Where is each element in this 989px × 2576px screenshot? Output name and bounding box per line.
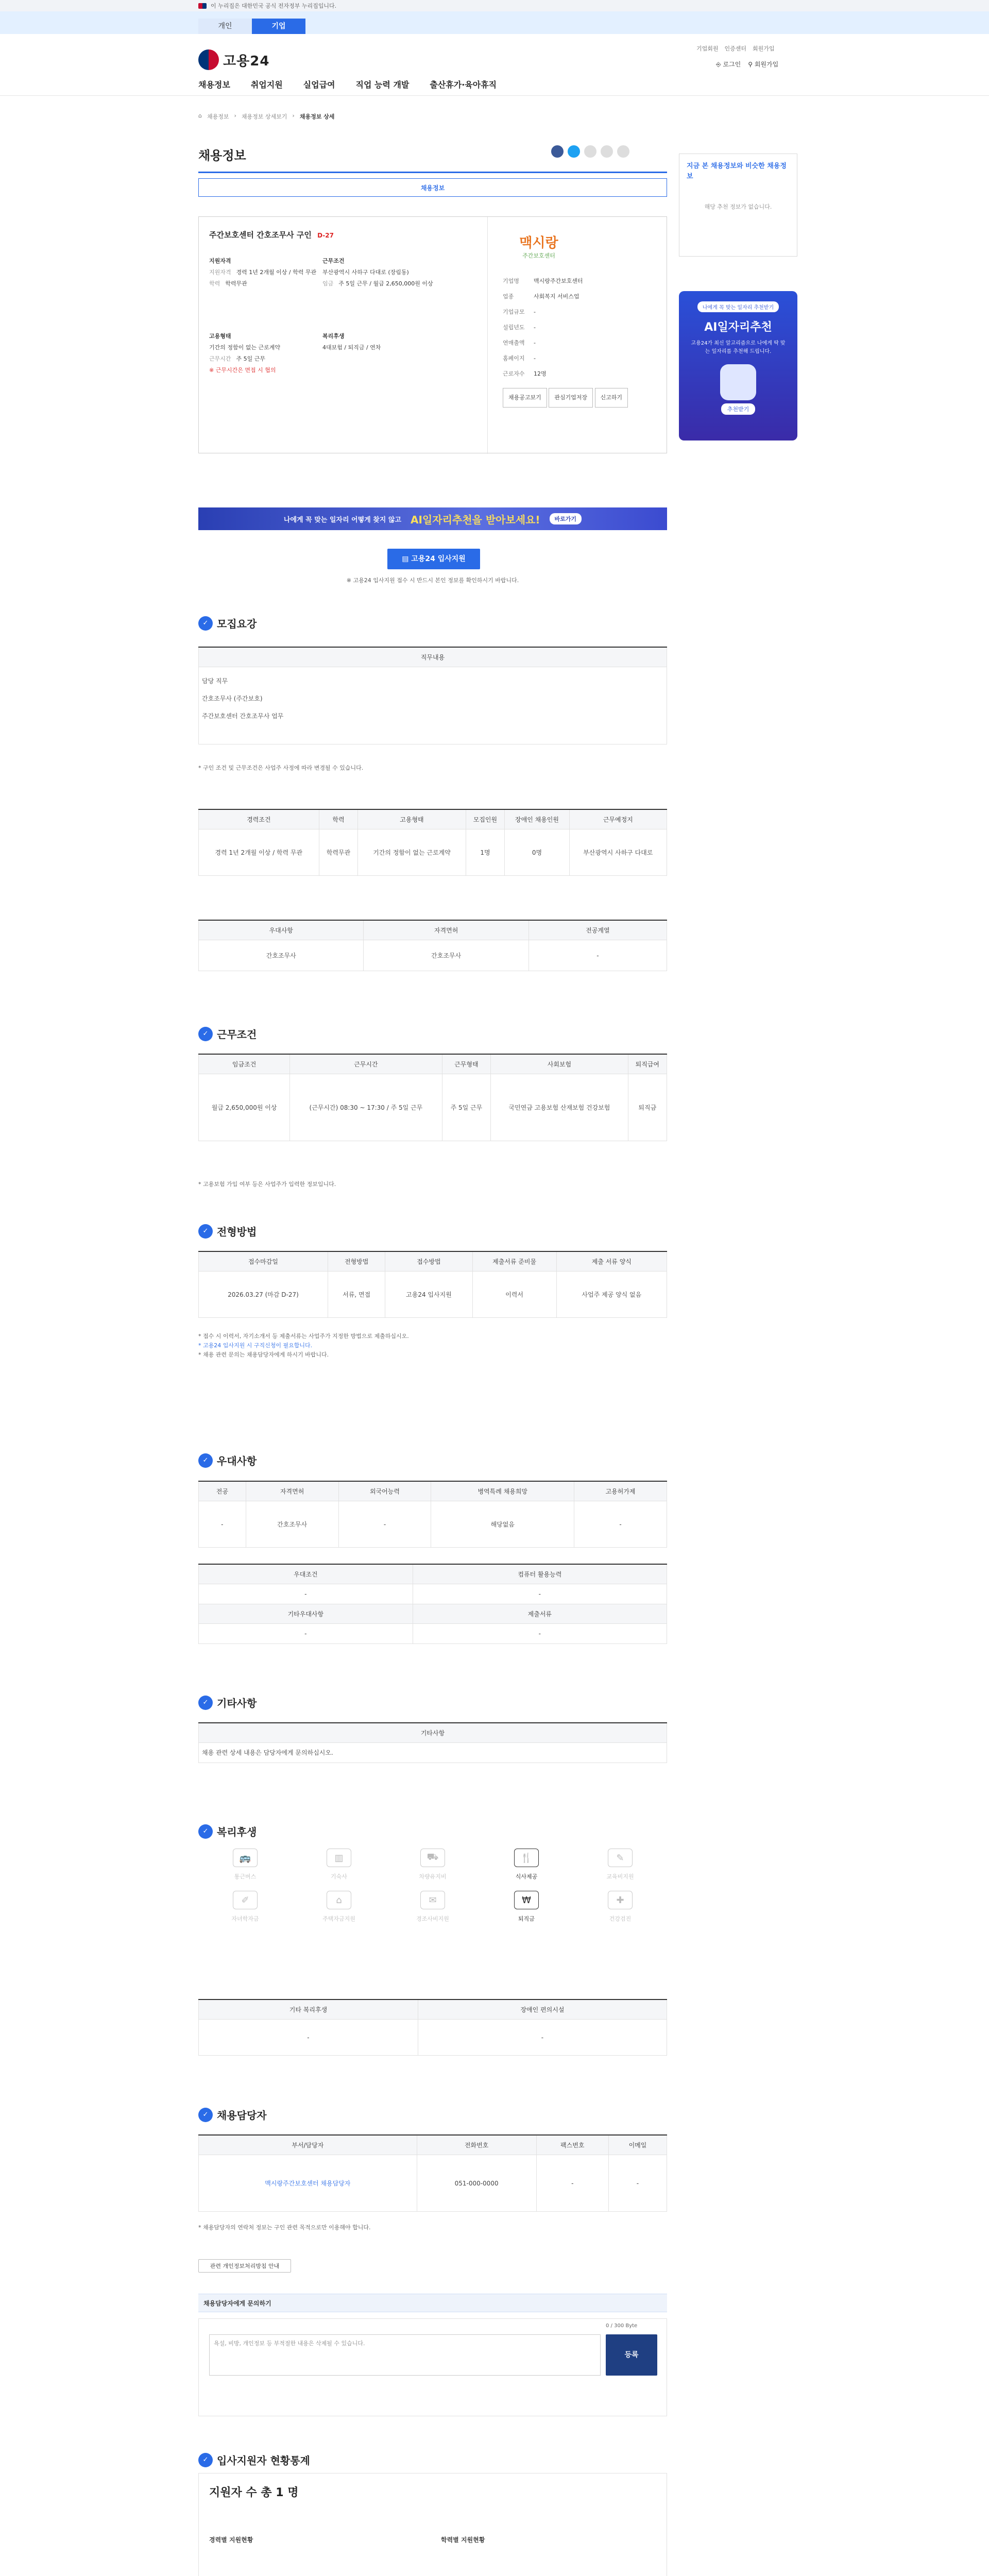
review-header: 채용담당자에게 문의하기 (198, 2294, 667, 2312)
job-summary-card (198, 216, 667, 453)
table-cell: 퇴직금 (628, 1074, 667, 1141)
welfare-icon: ✐ (233, 1891, 258, 1909)
stats-panel (198, 2473, 667, 2576)
table-header: 직무내용 (199, 647, 667, 667)
field-label: 임금 (322, 280, 334, 287)
signup-link[interactable]: ⚲ 회원가입 (748, 61, 779, 68)
contact-table (198, 2134, 667, 2212)
jobdesc-line: 간호조무사 (주간보호) (202, 695, 263, 702)
company-label: 기업규모 (503, 309, 525, 315)
signup-label: 회원가입 (754, 61, 779, 68)
ai-recommend-banner[interactable] (198, 507, 667, 530)
review-submit-button[interactable]: 등록 (606, 2334, 657, 2376)
section-recruit-title (198, 616, 257, 631)
util-link[interactable]: 인증센터 (724, 45, 747, 52)
top-tabs (0, 11, 989, 34)
etc-table (198, 1722, 667, 1763)
welfare-item (292, 1891, 386, 1923)
review-area (198, 2318, 667, 2416)
company-label: 기업명 (503, 278, 519, 284)
table-header: 기타우대사항 (199, 1604, 413, 1624)
welfare-label: 기숙사 (331, 1873, 347, 1880)
table-cell: 기간의 정함이 없는 근로계약 (358, 829, 466, 876)
table-header: 고용형태 (358, 809, 466, 829)
company-label: 설립년도 (503, 324, 525, 331)
field-label: 근무시간 (209, 355, 231, 362)
field-label: 학력 (209, 280, 220, 287)
table-header: 근무형태 (442, 1054, 491, 1074)
table-header: 전화번호 (417, 2135, 536, 2155)
section-conditions-title (198, 1026, 257, 1041)
welfare-value: 4대보험 / 퇴직금 / 연차 (322, 344, 381, 351)
company-label: 근로자수 (503, 370, 525, 377)
section-title: 복리후생 (217, 1826, 257, 1838)
pay-value: 주 5일 근무 / 월급 2,650,000원 이상 (338, 280, 433, 287)
section-icon: ✓ (198, 2453, 213, 2467)
table-cell: - (418, 2020, 667, 2056)
table-header: 팩스번호 (536, 2135, 608, 2155)
side-ai-button[interactable]: 추천받기 (721, 403, 756, 415)
table-header: 근무시간 (290, 1054, 442, 1074)
section-title: 기타사항 (217, 1697, 257, 1709)
section-icon: ✓ (198, 616, 213, 631)
section-etc-title (198, 1695, 257, 1710)
company-label: 홈페이지 (503, 355, 525, 362)
main-nav (198, 78, 497, 90)
table-header: 장애인 편의시설 (418, 1999, 667, 2020)
welfare-grid (198, 1849, 667, 1923)
welfare-icon: ✎ (608, 1849, 633, 1867)
welfare-icon: 🚌 (233, 1849, 258, 1867)
selection-notes (198, 1332, 667, 1360)
table-cell: - (338, 1501, 431, 1548)
table-header: 병역특례 채용희망 (431, 1481, 574, 1501)
side-ai-sub: 고용24가 최신 알고리즘으로 나에게 딱 맞는 일자리를 추천해 드립니다. (691, 341, 786, 354)
conditions-note: * 고용보험 가입 여부 등은 사업주가 입력한 정보입니다. (198, 1181, 336, 1188)
table-cell: 주 5일 근무 (442, 1074, 491, 1141)
table-header: 근무예정지 (569, 809, 667, 829)
company-value: 12명 (534, 370, 547, 377)
table-cell: 맥시랑주간보호센터 채용담당자 (199, 2155, 417, 2212)
table-header: 퇴직급여 (628, 1054, 667, 1074)
login-label: 로그인 (723, 61, 741, 68)
jobdesc-line: 담당 직무 (202, 677, 228, 685)
table-cell: - (528, 940, 667, 971)
section-icon: ✓ (198, 1824, 213, 1839)
preference-extra-table (198, 1564, 667, 1644)
table-header: 사회보험 (491, 1054, 628, 1074)
breadcrumb-item[interactable]: 채용정보 (207, 113, 229, 120)
field-label: 지원자격 (209, 258, 231, 264)
welfare-item (480, 1849, 573, 1880)
welfare-label: 차량유지비 (419, 1873, 447, 1880)
section-title: 전형방법 (217, 1226, 257, 1238)
table-cell: - (199, 1501, 246, 1548)
applicant-total: 지원자 수 총 1 명 (209, 2486, 299, 2499)
jobdesc-line: 주간보호센터 간호조무사 업무 (202, 713, 284, 720)
view-postings-button[interactable]: 채용공고보기 (503, 388, 547, 408)
util-link[interactable]: 회원가입 (753, 45, 775, 52)
login-link[interactable]: ⎆ 로그인 (716, 61, 741, 68)
table-header: 기타사항 (199, 1723, 667, 1743)
note-line: * 고용24 입사지원 시 구직신청이 필요합니다. (198, 1342, 313, 1349)
table-header: 외국어능력 (338, 1481, 431, 1501)
table-cell: - (574, 1501, 667, 1548)
recruit-table (198, 809, 667, 876)
apply-note: ※ 근무시간은 면접 시 협의 (209, 367, 276, 374)
flag-icon (198, 3, 207, 9)
table-header: 컴퓨터 활용능력 (413, 1564, 667, 1584)
table-cell: 051-000-0000 (417, 2155, 536, 2212)
side-ai-title: 나에게 꼭 맞는 일자리 추천받기 (697, 301, 779, 312)
table-header: 전공 (199, 1481, 246, 1501)
table-header: 자격면허 (246, 1481, 338, 1501)
welfare-item (292, 1849, 386, 1880)
table-header: 기타 복리후생 (199, 1999, 418, 2020)
note-line: * 채용 관련 문의는 채용담당자에게 하시기 바랍니다. (198, 1351, 329, 1358)
header (0, 34, 989, 96)
banner-cta[interactable]: 바로가기 (550, 513, 582, 524)
logo-text: 고용24 (223, 53, 270, 69)
table-header: 전공계열 (528, 920, 667, 940)
job-summary-left (209, 256, 317, 376)
table-header: 전형방법 (328, 1251, 385, 1272)
welfare-extra-table (198, 1999, 667, 2056)
company-value: - (534, 340, 536, 346)
login-links (716, 60, 778, 69)
welfare-label: 퇴직금 (518, 1916, 535, 1922)
welfare-label: 통근버스 (234, 1873, 257, 1880)
company-value: 사회복지 서비스업 (534, 293, 579, 300)
table-header: 자격면허 (364, 920, 528, 940)
table-header: 부서/담당자 (199, 2135, 417, 2155)
table-cell: - (199, 2020, 418, 2056)
job-title: 주간보호센터 간호조무사 구인 D-27 (209, 230, 334, 240)
jobdesc-table (198, 647, 667, 744)
table-header: 경력조건 (199, 809, 319, 829)
table-cell: 부산광역시 사하구 다대로 (569, 829, 667, 876)
welfare-icon: ✚ (608, 1891, 633, 1909)
selection-table (198, 1251, 667, 1318)
field-label: 복리후생 (322, 333, 345, 340)
table-header: 우대조건 (199, 1564, 413, 1584)
table-cell: - (413, 1584, 667, 1604)
company-info (503, 274, 657, 408)
section-preference-title (198, 1453, 257, 1468)
company-value: - (534, 324, 536, 331)
table-cell: 2026.03.27 (마감 D-27) (199, 1272, 328, 1318)
table-cell: 간호조무사 (364, 940, 528, 971)
apply-button[interactable] (387, 549, 480, 569)
table-header: 제출서류 (413, 1604, 667, 1624)
field-label: 고용형태 (209, 333, 231, 340)
document-icon: ▤ (402, 555, 412, 563)
table-cell: 월급 2,650,000원 이상 (199, 1074, 290, 1141)
privacy-policy-button[interactable]: 관련 개인정보처리방침 안내 (198, 2259, 291, 2273)
table-cell: 경력 1년 2개월 이상 / 학력 무관 (199, 829, 319, 876)
table-header: 우대사항 (199, 920, 364, 940)
table-cell: 간호조무사 (199, 940, 364, 971)
banner-headline: AI일자리추천을 받아보세요! (411, 513, 540, 526)
welfare-label: 경조사비지원 (416, 1916, 449, 1922)
welfare-item (198, 1849, 292, 1880)
welfare-icon: ⛟ (420, 1849, 445, 1867)
company-logo-sub: 주간보호센터 (522, 252, 555, 259)
similar-jobs-title: 지금 본 채용정보와 비슷한 채용정보 (687, 162, 787, 180)
company-label: 업종 (503, 293, 514, 300)
welfare-item (480, 1891, 573, 1923)
tab-job-info[interactable]: 채용정보 (198, 178, 667, 197)
welfare-icon: 🍴 (514, 1849, 539, 1867)
print-icon[interactable] (601, 145, 613, 158)
preference-table (198, 920, 667, 971)
section-welfare-title (198, 1824, 257, 1839)
page-title: 채용정보 (198, 148, 246, 163)
breadcrumb-item[interactable]: 채용정보 상세보기 (241, 113, 287, 120)
table-cell: - (199, 1584, 413, 1604)
tab-company[interactable]: 기업 (252, 19, 305, 34)
nav-item-jobs[interactable]: 채용정보 (198, 80, 230, 90)
preference-detail-table (198, 1481, 667, 1548)
table-cell: 채용 관련 상세 내용은 담당자에게 문의하십시오. (199, 1743, 667, 1763)
welfare-item (386, 1891, 480, 1923)
section-icon: ✓ (198, 1696, 213, 1710)
table-cell: 학력무관 (319, 829, 358, 876)
table-header: 접수마감일 (199, 1251, 328, 1272)
welfare-label: 교육비지원 (606, 1873, 634, 1880)
welfare-label: 식사제공 (515, 1873, 538, 1880)
banner-text: 나에게 꼭 맞는 일자리 어떻게 찾지 않고 (283, 516, 402, 524)
byte-counter: 0 / 300 Byte (606, 2323, 638, 2329)
section-title: 채용담당자 (217, 2109, 267, 2122)
table-header: 접수방법 (385, 1251, 472, 1272)
nav-item-benefit[interactable]: 실업급여 (303, 80, 335, 90)
company-logo (508, 232, 570, 268)
jobdesc-cell (199, 667, 667, 744)
welfare-item (573, 1891, 667, 1923)
dday-badge: D-27 (317, 232, 334, 239)
util-link[interactable]: 기업회원 (696, 45, 719, 52)
link-icon[interactable] (584, 145, 596, 158)
section-icon: ✓ (198, 1224, 213, 1239)
company-logo-mark: 맥시랑 (519, 235, 558, 251)
place-value: 부산광역시 사하구 다대로 (장림동) (322, 269, 409, 276)
apply-note: ※ 고용24 입사지원 접수 시 반드시 본인 정보를 확인하시기 바랍니다. (346, 577, 519, 584)
welfare-icon: ₩ (514, 1891, 539, 1909)
welfare-icon: ✉ (420, 1891, 445, 1909)
card-divider (487, 217, 488, 454)
table-cell: (근무시간) 08:30 ~ 17:30 / 주 5일 근무 (290, 1074, 442, 1141)
recruit-note: * 구인 조건 및 근무조건은 사업주 사정에 따라 변경될 수 있습니다. (198, 765, 364, 771)
similar-jobs-empty: 해당 추천 정보가 없습니다. (704, 204, 772, 210)
table-header: 이메일 (608, 2135, 667, 2155)
title-divider (198, 172, 667, 173)
report-button[interactable]: 신고하기 (595, 388, 628, 408)
breadcrumb-item: 채용정보 상세 (299, 113, 335, 120)
table-cell[interactable]: 고용24 입사지원 (385, 1272, 472, 1318)
nav-item-leave[interactable]: 출산휴가·육아휴직 (430, 80, 497, 90)
save-company-button[interactable]: 관심기업저장 (549, 388, 593, 408)
section-icon: ✓ (198, 2108, 213, 2122)
util-links (696, 44, 775, 53)
contact-note: * 채용담당자의 연락처 정보는 구인 관련 목적으로만 이용해야 합니다. (198, 2224, 371, 2231)
welfare-label: 주택자금지원 (322, 1916, 355, 1922)
section-title: 우대사항 (217, 1455, 257, 1467)
welfare-label: 자녀학자금 (231, 1916, 259, 1922)
table-cell: 0명 (505, 829, 569, 876)
table-header: 임금조건 (199, 1054, 290, 1074)
share-bar (551, 145, 629, 158)
table-cell: - (199, 1624, 413, 1644)
section-stats-title (198, 2452, 310, 2467)
section-title: 근무조건 (217, 1028, 257, 1041)
scrap-icon[interactable] (617, 145, 629, 158)
review-textarea[interactable]: 욕설, 비방, 개인정보 등 부적절한 내용은 삭제될 수 있습니다. (209, 2334, 601, 2376)
apply-label: 고용24 입사지원 (411, 555, 466, 563)
type-value: 기간의 정함이 없는 근로계약 (209, 344, 281, 351)
company-value: 맥시랑주간보호센터 (534, 278, 583, 284)
job-summary-right (322, 256, 441, 353)
table-cell: - (536, 2155, 608, 2212)
gov-banner (0, 0, 989, 11)
edu-value: 학력무관 (225, 280, 247, 287)
chart-title-edu: 학력별 지원현황 (441, 2536, 485, 2544)
section-icon: ✓ (198, 1453, 213, 1468)
table-cell: 서류, 면접 (328, 1272, 385, 1318)
table-cell: 해당없음 (431, 1501, 574, 1548)
logo[interactable] (198, 49, 269, 70)
section-selection-title (198, 1224, 257, 1239)
table-cell: 사업주 제공 양식 없음 (556, 1272, 667, 1318)
field-label: 근무조건 (322, 258, 345, 264)
hours-value: 주 5일 근무 (236, 355, 266, 362)
twitter-icon[interactable] (568, 145, 580, 158)
nav-item-training[interactable]: 직업 능력 개발 (355, 80, 410, 90)
breadcrumb: ⌂ 채용정보 › 채용정보 상세보기 › 채용정보 상세 (198, 112, 335, 120)
table-cell: 간호조무사 (246, 1501, 338, 1548)
facebook-icon[interactable] (551, 145, 564, 158)
section-icon: ✓ (198, 1027, 213, 1041)
table-header: 모집인원 (466, 809, 505, 829)
field-label: 지원자격 (209, 269, 231, 276)
note-line: * 접수 시 이력서, 자기소개서 등 제출서류는 사업주가 지정한 방법으로 제출하십시오. (198, 1333, 409, 1340)
table-cell: 국민연금 고용보험 산재보험 건강보험 (491, 1074, 628, 1141)
tab-personal[interactable]: 개인 (198, 19, 252, 34)
table-header: 제출 서류 양식 (556, 1251, 667, 1272)
welfare-label: 건강검진 (609, 1916, 632, 1922)
nav-item-support[interactable]: 취업지원 (250, 80, 283, 90)
company-value: - (534, 355, 536, 362)
welfare-item (386, 1849, 480, 1880)
conditions-table (198, 1054, 667, 1141)
side-ai-banner[interactable] (679, 291, 797, 440)
section-contact-title (198, 2107, 267, 2122)
welfare-icon: ▥ (327, 1849, 351, 1867)
welfare-item (198, 1891, 292, 1923)
table-cell: 1명 (466, 829, 505, 876)
company-value: - (534, 309, 536, 315)
table-cell: - (608, 2155, 667, 2212)
gov-banner-text: 이 누리집은 대한민국 공식 전자정부 누리집입니다. (211, 3, 337, 9)
home-icon[interactable]: ⌂ (198, 112, 202, 119)
robot-icon (720, 364, 756, 400)
table-header: 고용허가제 (574, 1481, 667, 1501)
section-title: 입사지원자 현황통계 (217, 2454, 310, 2467)
table-header: 장애인 채용인원 (505, 809, 569, 829)
table-header: 학력 (319, 809, 358, 829)
section-title: 모집요강 (217, 618, 257, 630)
side-ai-headline: AI일자리추천 (704, 321, 772, 334)
table-cell: 이력서 (472, 1272, 556, 1318)
career-value: 경력 1년 2개월 이상 / 학력 무관 (236, 269, 317, 276)
table-header: 제출서류 준비물 (472, 1251, 556, 1272)
welfare-item (573, 1849, 667, 1880)
table-cell: - (413, 1624, 667, 1644)
company-label: 연매출액 (503, 340, 525, 346)
chart-title-career: 경력별 지원현황 (209, 2536, 253, 2544)
similar-jobs-box (679, 154, 797, 257)
welfare-icon: ⌂ (327, 1891, 351, 1909)
emblem-icon (198, 49, 219, 70)
